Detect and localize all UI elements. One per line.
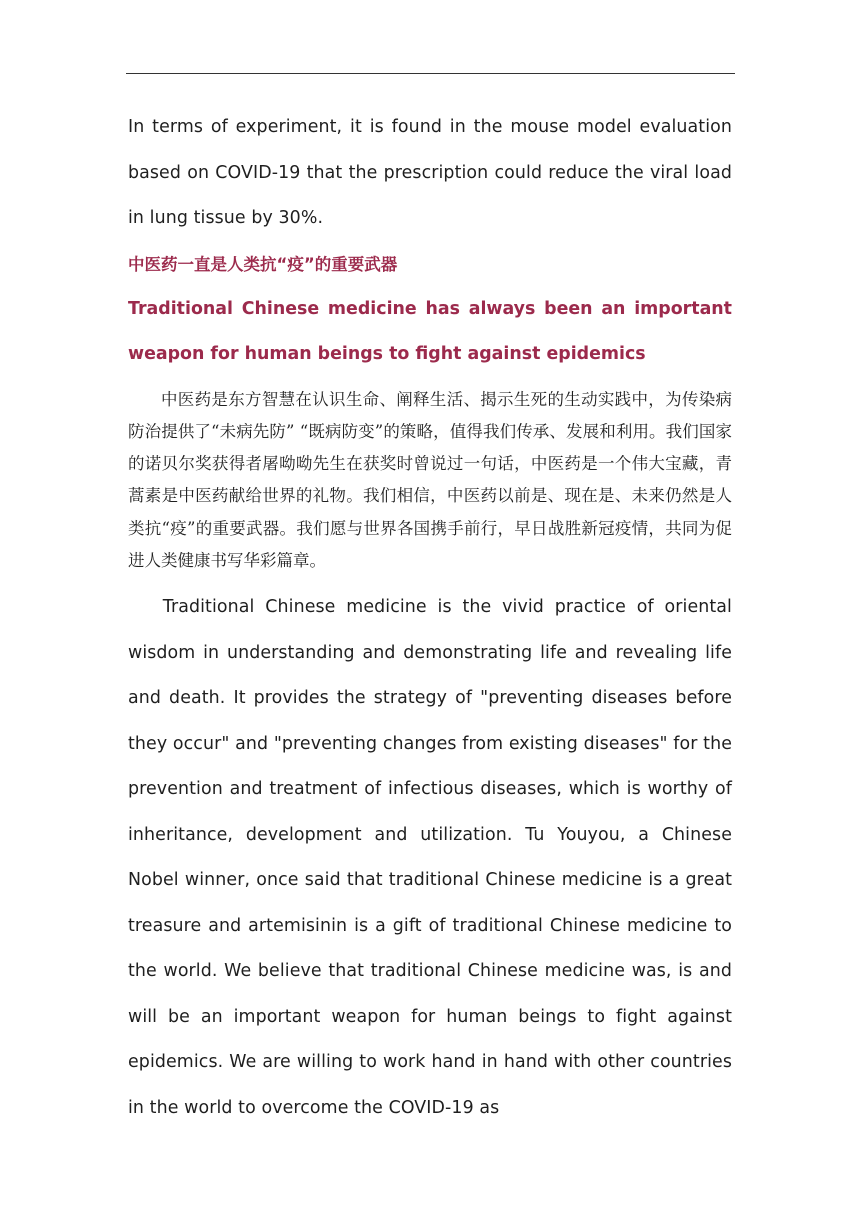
header-rule — [126, 73, 735, 74]
body-paragraph-en: Traditional Chinese medicine is the vivid practice of oriental wisdom in understanding and demonstrating life and revealing life and death. It provides the strategy of "preventing diseases before they occur" and "preventing changes from existing diseases" for the prevention and treatment of infectious diseases, which is worthy of inheritance, development and utilization. Tu Youyou, a Chinese Nobel winner, once said that traditional Chinese medicine is a great treasure and artemisinin is a gift of traditional Chinese medicine to the world. We believe that traditional Chinese medicine was, is and will be an important weapon for human beings to fight against epidemics. We are willing to work hand in hand with other countries in the world to overcome the COVID-19 as — [128, 597, 732, 1118]
body-paragraph-zh: 中医药是东方智慧在认识生命、阐释生活、揭示生死的生动实践中，为传染病防治提供了“未病先防” “既病防变”的策略，值得我们传承、发展和利用。我们国家的诺贝尔奖获得者屠呦呦先生在获奖时曾说过一句话，中医药是一个伟大宝藏，青蒿素是中医药献给世界的礼物。我们相信，中医药以前是、现在是、未来仍然是人类抗“疫”的重要武器。我们愿与世界各国携手前行，早日战胜新冠疫情，共同为促进人类健康书写华彩篇章。 — [128, 389, 732, 570]
section-heading-zh: 中医药一直是人类抗“疫”的重要武器 — [128, 254, 398, 274]
section-heading-en: Traditional Chinese medicine has always been an important weapon for human beings to fight against epidemics — [128, 298, 732, 364]
document-body — [128, 105, 732, 1131]
intro-paragraph-en: In terms of experiment, it is found in the mouse model evaluation based on COVID-19 that the prescription could reduce the viral load in lung tissue by 30%. — [128, 117, 732, 228]
